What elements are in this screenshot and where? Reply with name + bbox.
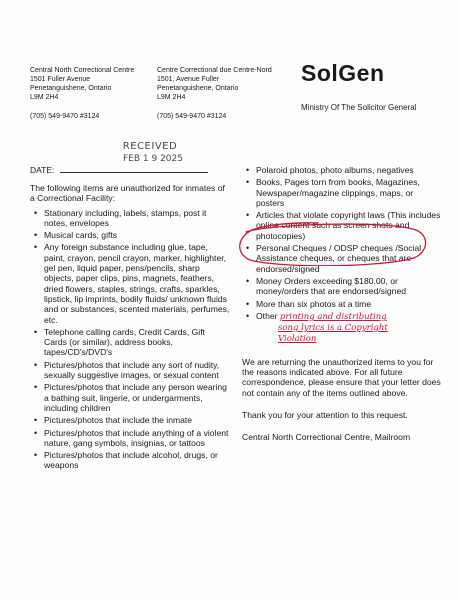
date-label: DATE: (30, 165, 55, 175)
list-item: • Pictures/photos that include alcohol, drugs, or weapons (30, 450, 230, 471)
list-item: • Any foreign substance including glue, tape, paint, crayon, pencil crayon, marker, highlighter, gel pen, liquid paper, pens/pencils, sharp objects, paper clips, pins, magnets, feathers, dried flowers, staples, strings, crafts, sparkles, lipstick, lip imprints, bodily fluids/ unknown fluids and or substances, scented materials, perfumes, etc. (30, 242, 230, 324)
handwritten-line: printing and distributing (279, 311, 387, 322)
list-item: • Books, Pages torn from books, Magazines, Newspaper/magazine clippings, maps, or posters (242, 177, 442, 208)
address-block-english (30, 66, 134, 121)
stamp-date: FEB 1 9 2025 (123, 154, 183, 164)
list-item-copyright: • Articles that violate copyright laws (This includes online content such as screen shots and photocopies) (242, 210, 442, 241)
solgen-logo: SolGen (301, 60, 385, 86)
list-item: • Stationary including, labels, stamps, post it notes, envelopes (30, 208, 230, 229)
address-line: Penetanguishene, Ontario (30, 85, 112, 92)
handwritten-note (256, 312, 442, 345)
address-line: L9M 2H4 (157, 94, 186, 101)
list-item: • Polaroid photos, photo albums, negatives (242, 165, 442, 175)
right-column (242, 165, 442, 451)
other-label: Other (256, 310, 278, 321)
date-underline (60, 172, 208, 173)
address-line: L9M 2H4 (30, 94, 59, 101)
unauthorized-list-left (30, 208, 230, 471)
unauthorized-list-right (242, 165, 442, 345)
list-item: • Pictures/photos that include anything of a violent nature, gang symbols, insignias, or tattoos (30, 428, 230, 449)
list-item: • Pictures/photos that include any person wearing a bathing suit, lingerie, or undergarments, including children (30, 382, 230, 413)
phone-number: (705) 549-9470 #3124 (157, 113, 227, 120)
intro-text: The following items are unauthorized for inmates of a Correctional Facility: (30, 183, 225, 204)
received-stamp (117, 141, 183, 164)
return-paragraph: We are returning the unauthorized items to you for the reasons indicated above. For all future correspondence, please ensure that your letter does not contain any of the items outlined above. (242, 356, 441, 398)
date-field (30, 165, 208, 175)
address-line: 1501, Avenue Fuller (157, 76, 220, 83)
list-item: • More than six photos at a time (242, 299, 442, 309)
ministry-name: Ministry Of The Solicitor General (301, 103, 417, 112)
stamp-label: RECEIVED (122, 141, 178, 152)
list-item: • Telephone calling cards, Credit Cards, Gift Cards (or similar), address books, tapes/CD's/DVD's (30, 327, 230, 358)
handwritten-line: song lyrics is a Copyright (278, 322, 388, 333)
thanks-line: Thank you for your attention to this request. (242, 410, 408, 421)
left-column (30, 183, 230, 473)
list-item-other (242, 311, 442, 345)
address-line: Centre Correctional due Centre-Nord (157, 67, 272, 74)
handwritten-line: Violation (278, 333, 317, 344)
list-item: • Pictures/photos that include the inmate (30, 415, 230, 425)
list-item: • Personal Cheques / ODSP cheques /Social Assistance cheques, or cheques that are endorsed/signed (242, 243, 442, 274)
address-line: 1501 Fuller Avenue (30, 76, 91, 83)
list-item: • Pictures/photos that include any sort of nudity, sexually suggestive images, or sexual content (30, 360, 230, 381)
list-item: • Musical cards, gifts (30, 230, 230, 240)
list-item: • Money Orders exceeding $180.00, or money/orders that are endorsed/signed (242, 276, 442, 297)
address-line: Penetanguishene, Ontario (157, 85, 239, 92)
address-line: Central North Correctional Centre (30, 67, 135, 74)
address-block-french (157, 66, 272, 121)
signature-line: Central North Correctional Centre, Mailroom (242, 432, 411, 443)
phone-number: (705) 549-9470 #3124 (30, 113, 100, 120)
